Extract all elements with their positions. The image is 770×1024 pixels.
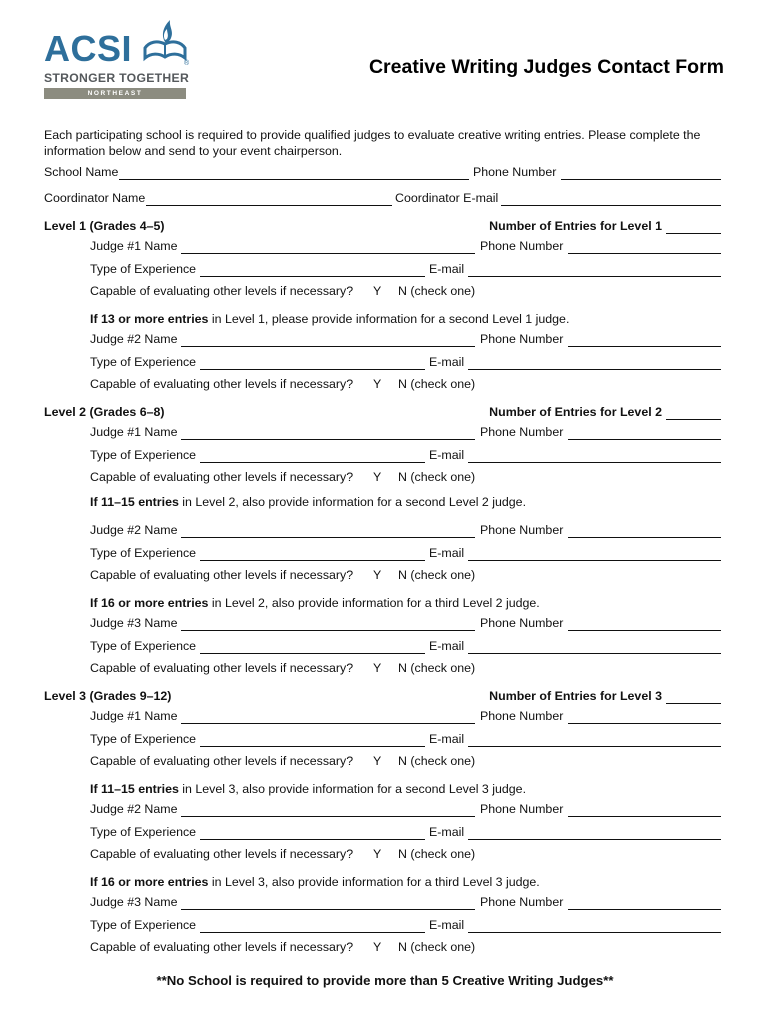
- capable-yes-option[interactable]: Y: [373, 661, 382, 675]
- note-text: in Level 2, also provide information for a second Level 2 judge.: [178, 495, 527, 509]
- logo-wordmark: ACSI: [44, 28, 133, 69]
- email-input-line[interactable]: [468, 358, 721, 370]
- level2-judge2-phone-field[interactable]: [480, 522, 721, 538]
- judge-name-label: Judge #3 Name: [90, 895, 178, 909]
- level1-judge1-experience-field[interactable]: [90, 261, 425, 277]
- judge-name-input-line[interactable]: [181, 898, 475, 910]
- level3-judge1-experience-field[interactable]: [90, 731, 425, 747]
- capable-yes-option[interactable]: Y: [373, 754, 382, 768]
- level3-judge2-experience-field[interactable]: [90, 824, 425, 840]
- email-label: E-mail: [429, 732, 465, 746]
- level2-judge3-experience-field[interactable]: [90, 638, 425, 654]
- note-bold: If 16 or more entries: [90, 596, 209, 610]
- phone-label: Phone Number: [480, 332, 564, 346]
- level3-judge1-capable-row: [90, 753, 476, 769]
- school-phone-field[interactable]: [473, 164, 721, 180]
- footer-note: **No School is required to provide more than 5 Creative Writing Judges**: [156, 973, 614, 988]
- phone-input-line[interactable]: [568, 335, 721, 347]
- level2-second-judge-note: [90, 494, 526, 510]
- note-text: in Level 3, also provide information for a third Level 3 judge.: [208, 875, 540, 889]
- level2-judge1-experience-field[interactable]: [90, 447, 425, 463]
- experience-label: Type of Experience: [90, 355, 197, 369]
- level2-judge1-email-field[interactable]: [429, 447, 721, 463]
- note-text: in Level 3, also provide information for a second Level 3 judge.: [178, 782, 527, 796]
- level2-entries-label: Number of Entries for Level 2: [489, 405, 662, 419]
- school-name-field[interactable]: [44, 164, 469, 180]
- judge-name-input-line[interactable]: [181, 805, 475, 817]
- phone-label: Phone Number: [480, 895, 564, 909]
- experience-label: Type of Experience: [90, 546, 197, 560]
- logo-region-bar: NORTHEAST: [44, 88, 186, 99]
- experience-label: Type of Experience: [90, 732, 197, 746]
- phone-input-line[interactable]: [568, 805, 721, 817]
- level3-judge2-phone-field[interactable]: [480, 801, 721, 817]
- level1-judge2-name-field[interactable]: [90, 331, 475, 347]
- capable-yes-option[interactable]: Y: [373, 470, 382, 484]
- phone-input-line[interactable]: [568, 526, 721, 538]
- level3-judge3-email-field[interactable]: [429, 917, 721, 933]
- level2-entries-field[interactable]: [489, 404, 721, 420]
- experience-input-line[interactable]: [200, 549, 425, 561]
- level2-judge1-name-field[interactable]: [90, 424, 475, 440]
- email-input-line[interactable]: [468, 265, 721, 277]
- experience-label: Type of Experience: [90, 262, 197, 276]
- phone-input-line[interactable]: [568, 619, 721, 631]
- capable-yes-option[interactable]: Y: [373, 377, 382, 391]
- phone-input-line[interactable]: [568, 428, 721, 440]
- phone-label: Phone Number: [480, 523, 564, 537]
- level3-judge3-experience-field[interactable]: [90, 917, 425, 933]
- experience-label: Type of Experience: [90, 448, 197, 462]
- level2-judge1-capable-row: [90, 469, 476, 485]
- judge-name-input-line[interactable]: [181, 335, 475, 347]
- phone-input-line[interactable]: [568, 712, 721, 724]
- registered-mark: ®: [184, 60, 190, 67]
- level1-second-judge-note: [90, 311, 569, 327]
- email-label: E-mail: [429, 825, 465, 839]
- experience-input-line[interactable]: [200, 921, 425, 933]
- capable-label: Capable of evaluating other levels if necessary?: [90, 470, 354, 484]
- level1-entries-input-line[interactable]: [666, 222, 721, 234]
- level3-judge2-email-field[interactable]: [429, 824, 721, 840]
- capable-no-option[interactable]: N (check one): [398, 377, 476, 391]
- capable-yes-option[interactable]: Y: [373, 568, 382, 582]
- level2-judge2-name-field[interactable]: [90, 522, 475, 538]
- phone-label: Phone Number: [480, 802, 564, 816]
- level2-third-judge-note: [90, 595, 540, 611]
- coordinator-email-label: Coordinator E-mail: [395, 191, 499, 205]
- note-bold: If 11–15 entries: [90, 782, 179, 796]
- capable-no-option[interactable]: N (check one): [398, 470, 476, 484]
- level1-judge2-phone-field[interactable]: [480, 331, 721, 347]
- email-input-line[interactable]: [468, 642, 721, 654]
- experience-input-line[interactable]: [200, 642, 425, 654]
- capable-label: Capable of evaluating other levels if necessary?: [90, 754, 354, 768]
- email-label: E-mail: [429, 546, 465, 560]
- capable-no-option[interactable]: N (check one): [398, 754, 476, 768]
- note-bold: If 13 or more entries: [90, 312, 209, 326]
- level3-heading: Level 3 (Grades 9–12): [44, 689, 172, 703]
- capable-yes-option[interactable]: Y: [373, 940, 382, 954]
- level3-judge1-name-field[interactable]: [90, 708, 475, 724]
- email-label: E-mail: [429, 262, 465, 276]
- capable-no-option[interactable]: N (check one): [398, 284, 476, 298]
- level1-judge1-email-field[interactable]: [429, 261, 721, 277]
- capable-no-option[interactable]: N (check one): [398, 940, 476, 954]
- capable-label: Capable of evaluating other levels if necessary?: [90, 940, 354, 954]
- phone-input-line[interactable]: [568, 898, 721, 910]
- level2-judge3-phone-field[interactable]: [480, 615, 721, 631]
- level3-judge3-name-field[interactable]: [90, 894, 475, 910]
- capable-yes-option[interactable]: Y: [373, 847, 382, 861]
- note-text: in Level 2, also provide information for a third Level 2 judge.: [208, 596, 540, 610]
- email-label: E-mail: [429, 918, 465, 932]
- judge-name-label: Judge #1 Name: [90, 239, 178, 253]
- judge-name-label: Judge #1 Name: [90, 709, 178, 723]
- level1-entries-label: Number of Entries for Level 1: [489, 219, 662, 233]
- school-name-input-line[interactable]: [119, 168, 469, 180]
- judge-name-label: Judge #2 Name: [90, 802, 178, 816]
- level3-judge1-phone-field[interactable]: [480, 708, 721, 724]
- level1-judge1-capable-row: [90, 283, 476, 299]
- level3-third-judge-note: [90, 874, 540, 890]
- level3-entries-label: Number of Entries for Level 3: [489, 689, 662, 703]
- phone-label: Phone Number: [480, 616, 564, 630]
- level2-judge3-email-field[interactable]: [429, 638, 721, 654]
- capable-label: Capable of evaluating other levels if necessary?: [90, 377, 354, 391]
- level1-judge2-capable-row: [90, 376, 476, 392]
- experience-label: Type of Experience: [90, 918, 197, 932]
- note-text: in Level 1, please provide information for a second Level 1 judge.: [208, 312, 570, 326]
- judge-name-label: Judge #3 Name: [90, 616, 178, 630]
- phone-label: Phone Number: [480, 709, 564, 723]
- email-label: E-mail: [429, 639, 465, 653]
- level3-entries-input-line[interactable]: [666, 692, 721, 704]
- email-input-line[interactable]: [468, 735, 721, 747]
- capable-no-option[interactable]: N (check one): [398, 568, 476, 582]
- capable-label: Capable of evaluating other levels if necessary?: [90, 284, 354, 298]
- coordinator-name-label: Coordinator Name: [44, 191, 146, 205]
- level1-judge2-email-field[interactable]: [429, 354, 721, 370]
- level2-judge2-email-field[interactable]: [429, 545, 721, 561]
- judge-name-input-line[interactable]: [181, 619, 475, 631]
- email-input-line[interactable]: [468, 549, 721, 561]
- acsi-logo: [44, 18, 192, 100]
- coordinator-email-field[interactable]: [395, 190, 721, 206]
- experience-label: Type of Experience: [90, 825, 197, 839]
- page-title: Creative Writing Judges Contact Form: [368, 56, 724, 78]
- phone-input-line[interactable]: [568, 242, 721, 254]
- level2-judge2-capable-row: [90, 567, 476, 583]
- capable-no-option[interactable]: N (check one): [398, 661, 476, 675]
- intro-paragraph: Each participating school is required to provide qualified judges to evaluate creative writing entries. Please complete the information below and send to your event chairperson.: [44, 128, 701, 158]
- email-input-line[interactable]: [468, 451, 721, 463]
- school-name-label: School Name: [44, 165, 119, 179]
- judge-name-input-line[interactable]: [181, 526, 475, 538]
- level3-judge2-capable-row: [90, 846, 476, 862]
- level2-judge1-phone-field[interactable]: [480, 424, 721, 440]
- email-input-line[interactable]: [468, 921, 721, 933]
- level1-entries-field[interactable]: [489, 218, 721, 234]
- judge-name-label: Judge #1 Name: [90, 425, 178, 439]
- level1-heading: Level 1 (Grades 4–5): [44, 219, 165, 233]
- coordinator-name-input-line[interactable]: [146, 194, 392, 206]
- level2-entries-input-line[interactable]: [666, 408, 721, 420]
- judge-name-input-line[interactable]: [181, 242, 475, 254]
- level1-judge1-phone-field[interactable]: [480, 238, 721, 254]
- experience-input-line[interactable]: [200, 358, 425, 370]
- coordinator-name-field[interactable]: [44, 190, 392, 206]
- note-bold: If 16 or more entries: [90, 875, 209, 889]
- level3-entries-field[interactable]: [489, 688, 721, 704]
- experience-input-line[interactable]: [200, 735, 425, 747]
- phone-label: Phone Number: [480, 425, 564, 439]
- email-label: E-mail: [429, 355, 465, 369]
- school-phone-label: Phone Number: [473, 165, 557, 179]
- note-bold: If 11–15 entries: [90, 495, 179, 509]
- capable-yes-option[interactable]: Y: [373, 284, 382, 298]
- judge-name-input-line[interactable]: [181, 428, 475, 440]
- experience-label: Type of Experience: [90, 639, 197, 653]
- level3-second-judge-note: [90, 781, 526, 797]
- coordinator-email-input-line[interactable]: [501, 194, 721, 206]
- email-label: E-mail: [429, 448, 465, 462]
- capable-no-option[interactable]: N (check one): [398, 847, 476, 861]
- logo-tagline: STRONGER TOGETHER: [44, 71, 190, 85]
- level3-judge3-capable-row: [90, 939, 476, 955]
- level3-judge3-phone-field[interactable]: [480, 894, 721, 910]
- capable-label: Capable of evaluating other levels if necessary?: [90, 568, 354, 582]
- capable-label: Capable of evaluating other levels if necessary?: [90, 661, 354, 675]
- phone-label: Phone Number: [480, 239, 564, 253]
- level1-judge1-name-field[interactable]: [90, 238, 475, 254]
- judge-name-label: Judge #2 Name: [90, 332, 178, 346]
- experience-input-line[interactable]: [200, 451, 425, 463]
- level2-judge2-experience-field[interactable]: [90, 545, 425, 561]
- level3-judge2-name-field[interactable]: [90, 801, 475, 817]
- experience-input-line[interactable]: [200, 265, 425, 277]
- level1-judge2-experience-field[interactable]: [90, 354, 425, 370]
- level3-judge1-email-field[interactable]: [429, 731, 721, 747]
- judge-name-input-line[interactable]: [181, 712, 475, 724]
- judge-name-label: Judge #2 Name: [90, 523, 178, 537]
- level2-judge3-name-field[interactable]: [90, 615, 475, 631]
- level2-judge3-capable-row: [90, 660, 476, 676]
- capable-label: Capable of evaluating other levels if necessary?: [90, 847, 354, 861]
- school-phone-input-line[interactable]: [561, 168, 721, 180]
- level2-heading: Level 2 (Grades 6–8): [44, 405, 165, 419]
- email-input-line[interactable]: [468, 828, 721, 840]
- experience-input-line[interactable]: [200, 828, 425, 840]
